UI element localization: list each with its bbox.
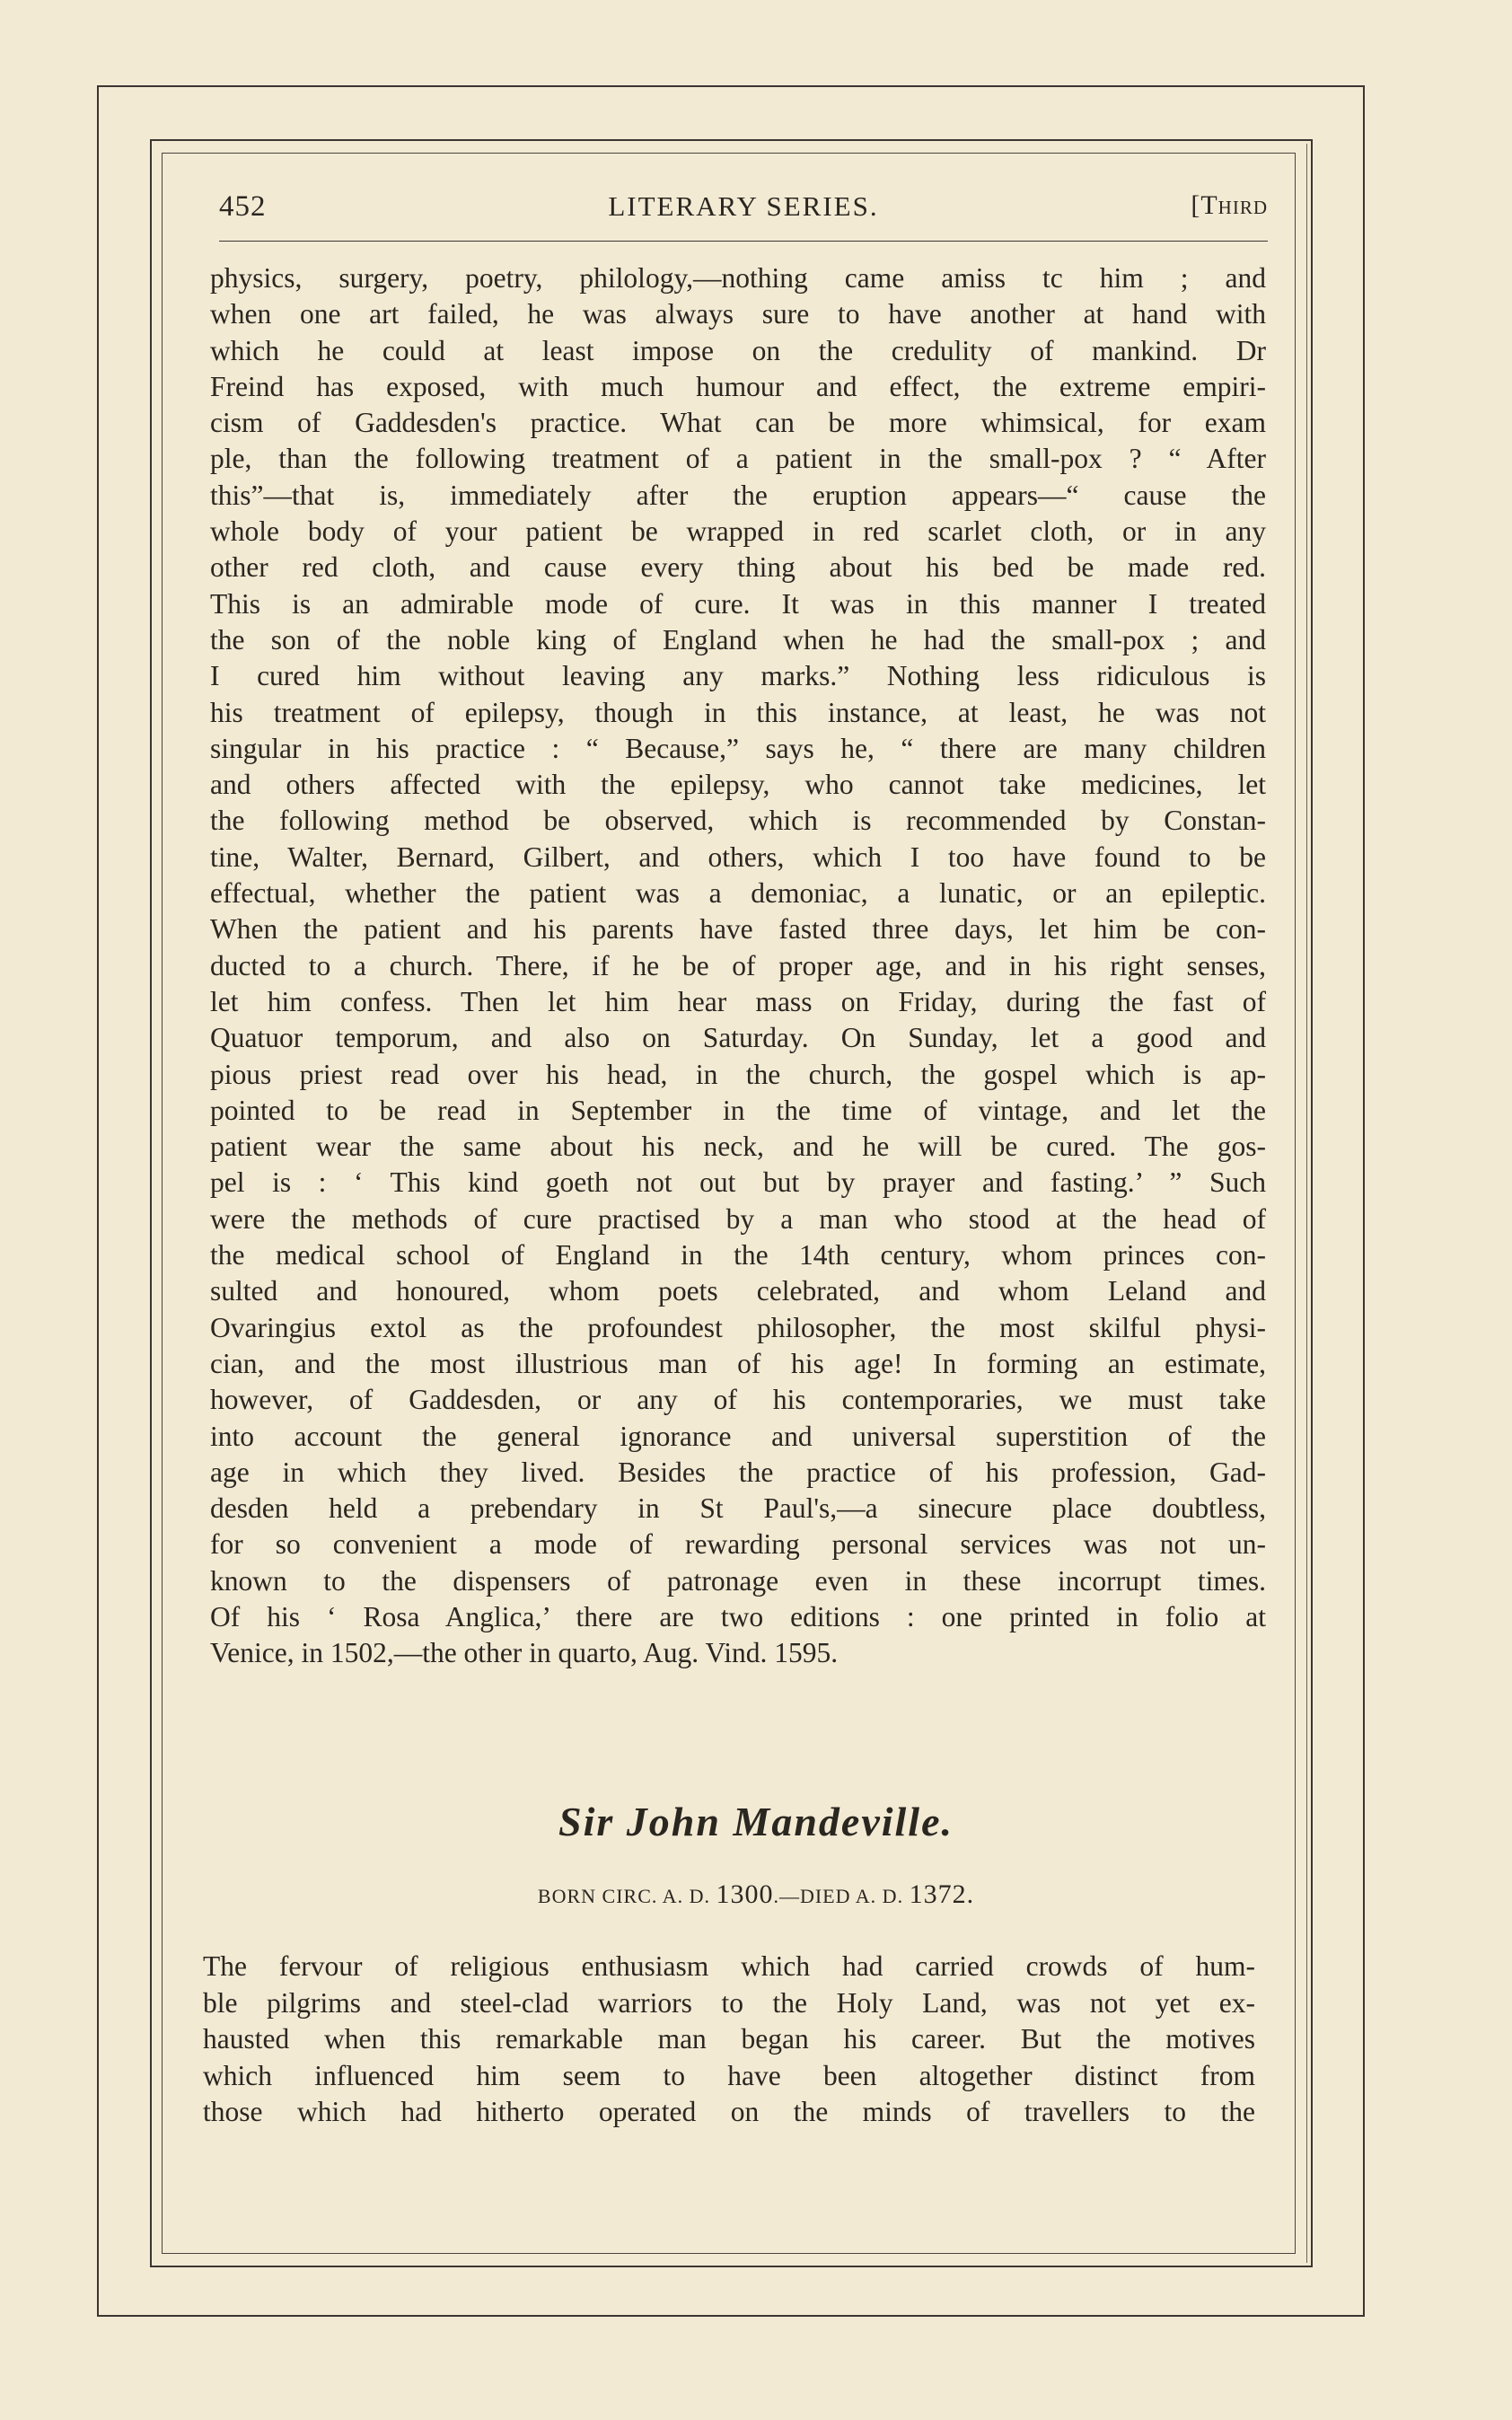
text-line: Freind has exposed, with much humour and effect, the extreme empiri- <box>210 370 1266 402</box>
text-line: into account the general ignorance and universal superstition of the <box>210 1420 1266 1452</box>
section-label: [Third <box>1191 190 1268 220</box>
text-line: other red cloth, and cause every thing about his bed be made red. <box>210 551 1266 584</box>
text-line: the medical school of England in the 14th century, whom princes con- <box>210 1239 1266 1272</box>
text-line: Quatuor temporum, and also on Saturday. On Sunday, let a good and <box>210 1022 1266 1054</box>
text-line: were the methods of cure practised by a man who stood at the head of <box>210 1202 1266 1235</box>
text-line: ble pilgrims and steel-clad warriors to the Holy Land, was not yet ex- <box>203 1986 1255 2019</box>
text-line: his treatment of epilepsy, though in this instance, at least, he was not <box>210 696 1266 728</box>
right-margin-rule <box>1306 144 1307 2263</box>
running-title: LITERARY SERIES. <box>608 190 879 222</box>
text-line: effectual, whether the patient was a demoniac, a lunatic, or an epileptic. <box>210 877 1266 910</box>
text-line: this”—that is, immediately after the eruption appears—“ cause the <box>210 479 1266 511</box>
text-line: hausted when this remarkable man began his career. But the motives <box>203 2023 1255 2055</box>
text-line: known to the dispensers of patronage even in these incorrupt times. <box>210 1564 1266 1597</box>
text-line: pointed to be read in September in the time of vintage, and let the <box>210 1094 1266 1126</box>
text-line: the son of the noble king of England when he had the small-pox ; and <box>210 623 1266 656</box>
text-line: tine, Walter, Bernard, Gilbert, and others, which I too have found to be <box>210 840 1266 873</box>
text-line: cian, and the most illustrious man of his age! In forming an estimate, <box>210 1347 1266 1379</box>
running-header <box>219 190 1268 235</box>
text-line: desden held a prebendary in St Paul's,—a sinecure place doubtless, <box>210 1492 1266 1525</box>
born-prefix: BORN CIRC. A. D. <box>537 1885 716 1907</box>
text-line: Of his ‘ Rosa Anglica,’ there are two editions : one printed in folio at <box>210 1600 1266 1632</box>
header-rule <box>219 241 1268 242</box>
text-line: sulted and honoured, whom poets celebrated, and whom Leland and <box>210 1275 1266 1307</box>
text-line: which he could at least impose on the credulity of mankind. Dr <box>210 334 1266 366</box>
text-line: Venice, in 1502,—the other in quarto, Aug. Vind. 1595. <box>210 1637 839 1669</box>
text-line: let him confess. Then let him hear mass on Friday, during the fast of <box>210 985 1266 1017</box>
text-line: I cured him without leaving any marks.” Nothing less ridiculous is <box>210 660 1266 692</box>
text-line: physics, surgery, poetry, philology,—nothing came amiss tc him ; and <box>210 262 1266 294</box>
text-line: age in which they lived. Besides the practice of his profession, Gad- <box>210 1456 1266 1488</box>
page-number: 452 <box>219 190 267 223</box>
text-line: the following method be observed, which is recommended by Constan- <box>210 805 1266 837</box>
text-line: pious priest read over his head, in the church, the gospel which is ap- <box>210 1058 1266 1090</box>
text-line: ple, than the following treatment of a patient in the small-pox ? “ After <box>210 443 1266 475</box>
section-subheading <box>0 1879 1512 1910</box>
text-line: whole body of your patient be wrapped in red scarlet cloth, or in any <box>210 515 1266 548</box>
text-line: when one art failed, he was always sure to have another at hand with <box>210 298 1266 330</box>
text-line: singular in his practice : “ Because,” says he, “ there are many children <box>210 732 1266 764</box>
text-line: however, of Gaddesden, or any of his contemporaries, we must take <box>210 1384 1266 1416</box>
text-line: cism of Gaddesden's practice. What can be more whimsical, for exam <box>210 407 1266 439</box>
died-year: 1372. <box>909 1879 975 1909</box>
text-line: pel is : ‘ This kind goeth not out but by prayer and fasting.’ ” Such <box>210 1166 1266 1199</box>
text-line: The fervour of religious enthusiasm which had carried crowds of hum- <box>203 1950 1255 1982</box>
body-paragraph-mandeville <box>203 1949 1255 2131</box>
text-line: and others affected with the epilepsy, who cannot take medicines, let <box>210 769 1266 801</box>
text-line: Ovaringius extol as the profoundest philosopher, the most skilful physi- <box>210 1311 1266 1343</box>
text-line: patient wear the same about his neck, and he will be cured. The gos- <box>210 1131 1266 1163</box>
section-heading: Sir John Mandeville. <box>558 1799 954 1844</box>
text-line: for so convenient a mode of rewarding personal services was not un- <box>210 1528 1266 1561</box>
text-line: This is an admirable mode of cure. It was in this manner I treated <box>210 587 1266 620</box>
body-paragraph-gaddesden <box>210 260 1266 1672</box>
text-line: ducted to a church. There, if he be of proper age, and in his right senses, <box>210 949 1266 981</box>
born-year: 1300 <box>716 1879 774 1909</box>
died-prefix: .—DIED A. D. <box>773 1885 910 1907</box>
text-line: those which had hitherto operated on the minds of travellers to the <box>203 2096 1255 2127</box>
text-line: which influenced him seem to have been altogether distinct from <box>203 2059 1255 2091</box>
text-line: When the patient and his parents have fasted three days, let him be con- <box>210 913 1266 946</box>
